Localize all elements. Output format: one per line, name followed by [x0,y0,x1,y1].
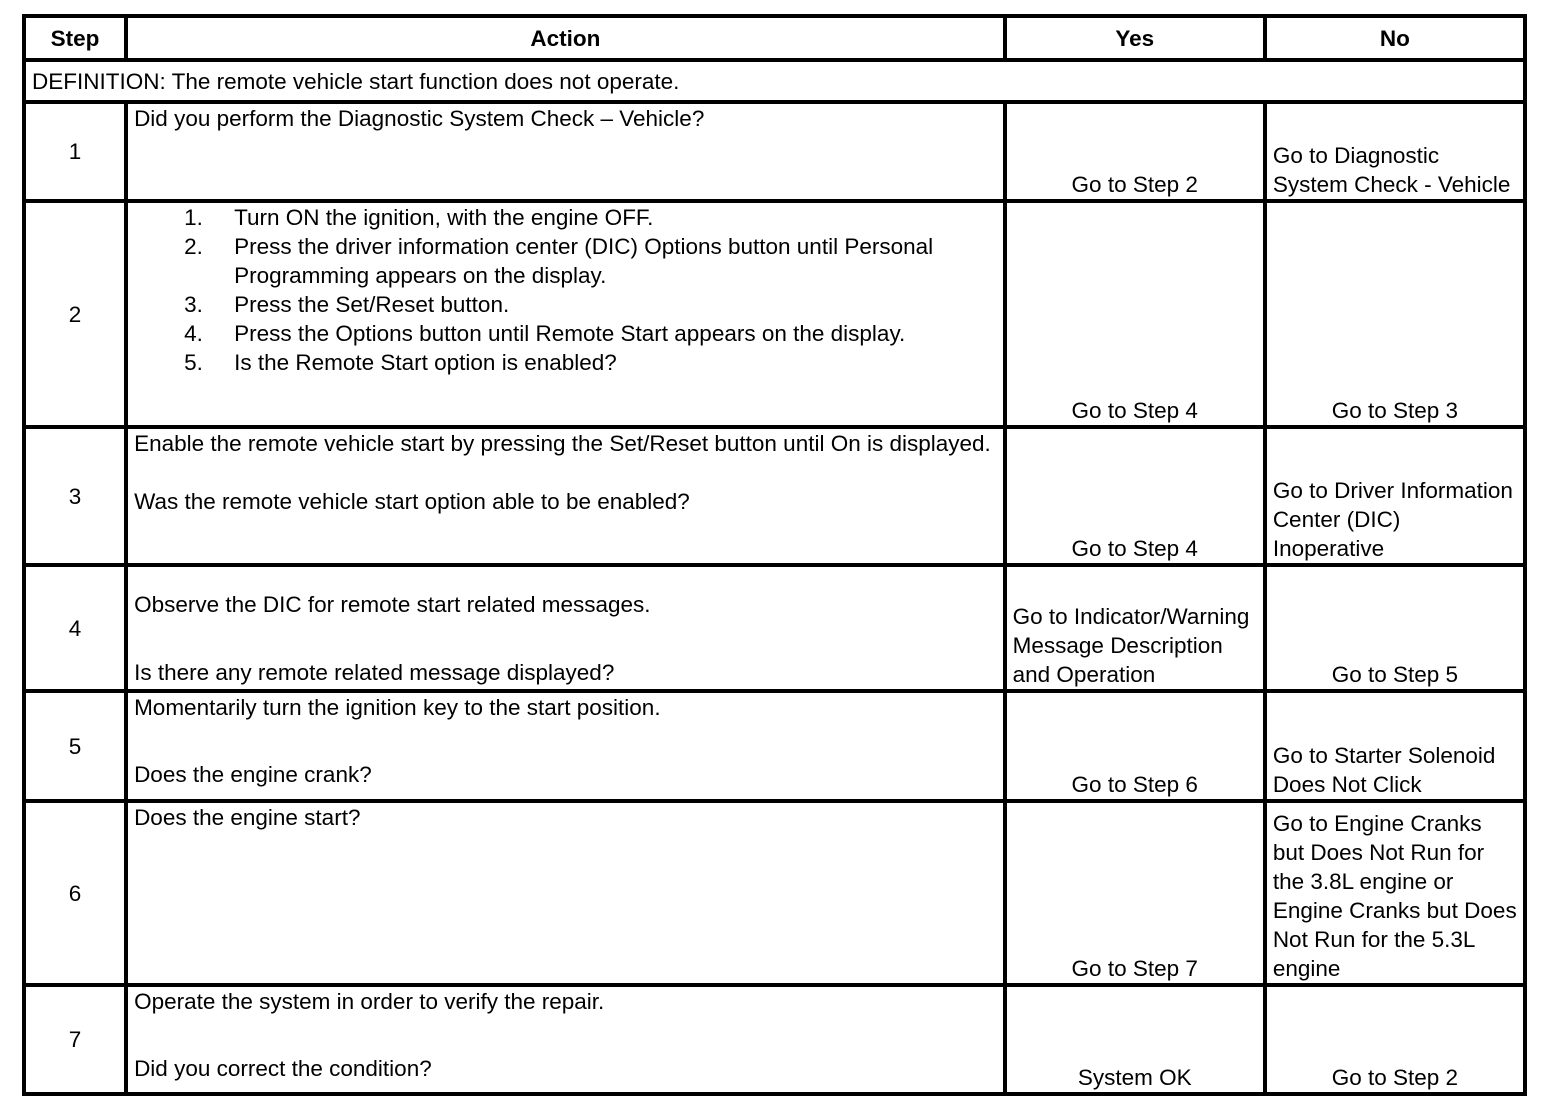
diagnostic-table [22,14,1527,1096]
yes-link[interactable]: Go to Step 6 [1005,691,1265,801]
action-steps-list [134,203,997,377]
action-cell [126,801,1005,985]
action-cell [126,201,1005,427]
action-text: Did you perform the Diagnostic System Check – Vehicle? [134,106,705,131]
no-link[interactable]: Go to Step 2 [1265,985,1525,1094]
list-item: Is the Remote Start option is enabled? [234,350,617,375]
step-number: 3 [24,427,126,565]
step-number: 2 [24,201,126,427]
no-link[interactable]: Go to Diagnostic System Check - Vehicle [1265,102,1525,201]
table-row [24,565,1525,691]
table-row [24,691,1525,801]
yes-link[interactable]: System OK [1005,985,1265,1094]
yes-link[interactable]: Go to Indicator/Warning Message Description and Operation [1005,565,1265,691]
action-text: Momentarily turn the ignition key to the start position. [134,695,661,720]
list-item: Turn ON the ignition, with the engine OFF. [234,205,654,230]
header-row [24,16,1525,60]
yes-link[interactable]: Go to Step 7 [1005,801,1265,985]
action-text: Enable the remote vehicle start by pressing the Set/Reset button until On is displayed. [134,431,991,456]
step-number: 7 [24,985,126,1094]
header-yes: Yes [1005,16,1265,60]
definition-row [24,60,1525,102]
step-number: 1 [24,102,126,201]
table-row [24,801,1525,985]
header-action: Action [126,16,1005,60]
yes-link[interactable]: Go to Step 4 [1005,427,1265,565]
no-link[interactable]: Go to Step 3 [1265,201,1525,427]
step-number: 5 [24,691,126,801]
list-item: Press the Options button until Remote Start appears on the display. [234,321,906,346]
action-cell [126,102,1005,201]
action-question: Was the remote vehicle start option able to be enabled? [134,489,690,514]
action-text: Does the engine start? [134,805,361,830]
action-cell [126,565,1005,691]
no-link[interactable]: Go to Starter Solenoid Does Not Click [1265,691,1525,801]
action-question: Did you correct the condition? [134,1056,432,1081]
no-link[interactable]: Go to Engine Cranks but Does Not Run for the 3.8L engine or Engine Cranks but Does Not Run for the 5.3L engine [1265,801,1525,985]
no-link[interactable]: Go to Driver Information Center (DIC) Inoperative [1265,427,1525,565]
yes-link[interactable]: Go to Step 4 [1005,201,1265,427]
action-text: Operate the system in order to verify the repair. [134,989,605,1014]
yes-link[interactable]: Go to Step 2 [1005,102,1265,201]
no-link[interactable]: Go to Step 5 [1265,565,1525,691]
action-cell [126,427,1005,565]
table-row [24,201,1525,427]
definition-text: DEFINITION: The remote vehicle start function does not operate. [24,60,1525,102]
table-row [24,427,1525,565]
step-number: 6 [24,801,126,985]
action-cell [126,691,1005,801]
step-number: 4 [24,565,126,691]
action-question: Does the engine crank? [134,762,372,787]
table-row [24,985,1525,1094]
action-cell [126,985,1005,1094]
header-step: Step [24,16,126,60]
list-item: Press the driver information center (DIC) Options button until Personal Programming appears on the display. [234,234,934,288]
table-row [24,102,1525,201]
header-no: No [1265,16,1525,60]
action-text: Observe the DIC for remote start related messages. [134,592,651,617]
action-question: Is there any remote related message displayed? [134,660,615,685]
list-item: Press the Set/Reset button. [234,292,510,317]
